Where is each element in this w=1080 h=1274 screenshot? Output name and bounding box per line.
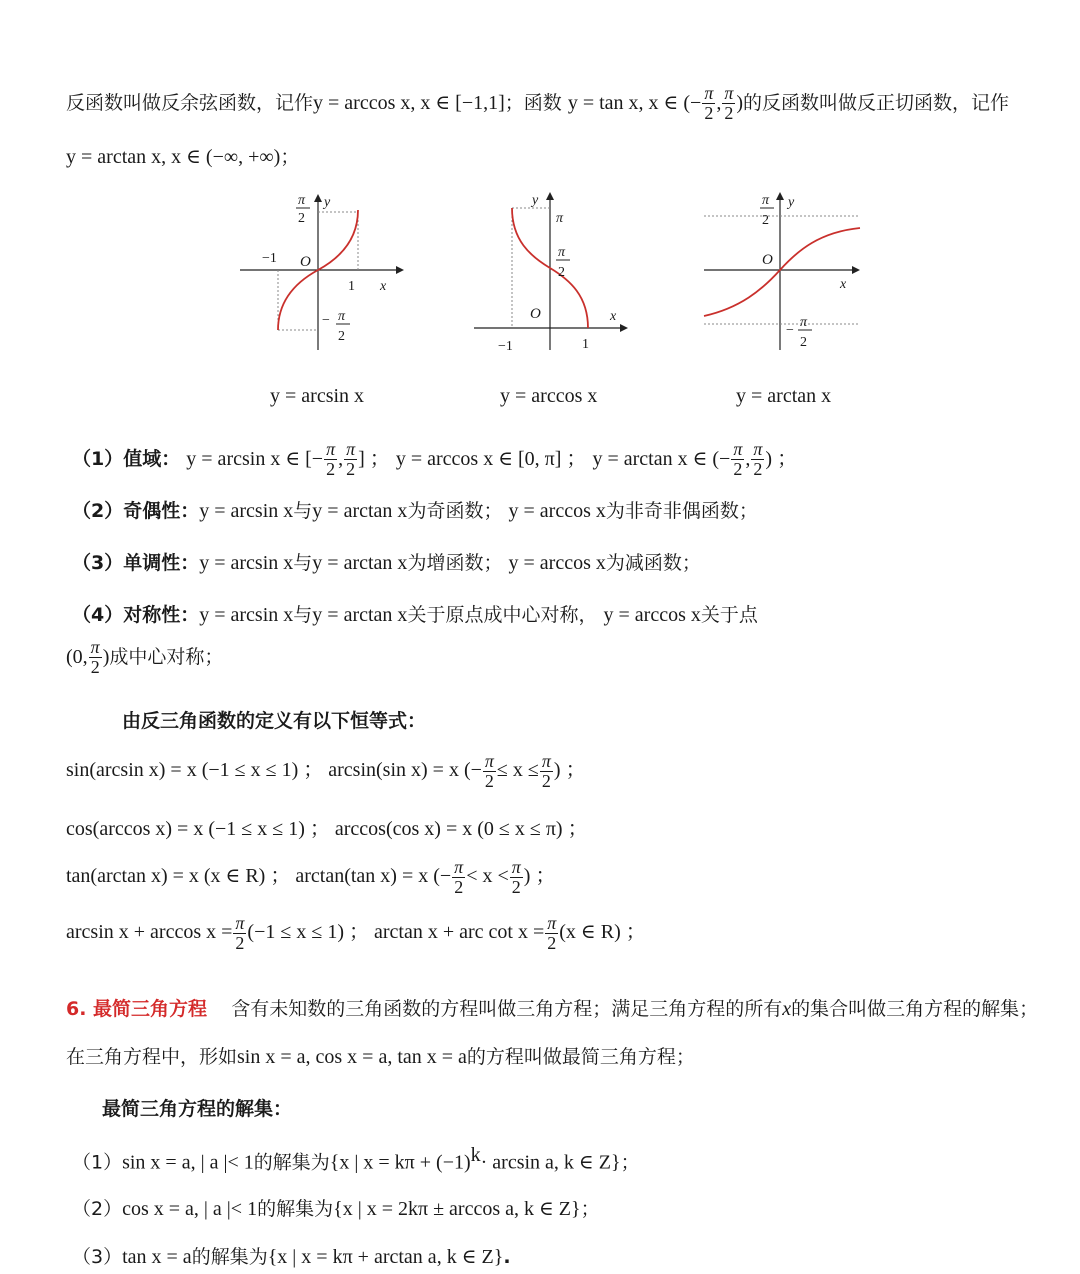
svg-text:−: − bbox=[322, 313, 330, 328]
identity-tan: tan(arctan x) = x (x ∈ R) ； arctan(tan x) = x (− $\frac{\pi}{2}$ < x < $\frac{\pi}{2}$ ) ； bbox=[66, 857, 556, 897]
identity-sin: sin(arcsin x) = x (−1 ≤ x ≤ 1) ； arcsin(sin x) = x (− $\frac{\pi}{2}$ ≤ x ≤ $\frac{\pi}{2}$ ) ； bbox=[66, 751, 586, 791]
svg-text:x: x bbox=[610, 309, 617, 324]
svg-text:π: π bbox=[558, 245, 566, 260]
intro-line-2: y = arctan x, x ∈ (−∞, +∞)； bbox=[66, 146, 300, 168]
svg-text:y: y bbox=[532, 193, 539, 208]
property-monotonic: （3）单调性：y = arcsin x与y = arctan x为增函数； y = arccos x为减函数； bbox=[72, 552, 701, 574]
identity-cos: cos(arccos x) = x (−1 ≤ x ≤ 1) ； arccos(cos x) = x (0 ≤ x ≤ π) ； bbox=[66, 818, 588, 840]
arccos-caption: y = arccos x bbox=[500, 385, 598, 407]
svg-text:y: y bbox=[324, 195, 331, 210]
pi-label: π bbox=[298, 193, 306, 208]
svg-text:x: x bbox=[840, 277, 847, 292]
section-6-title: 6. 最简三角方程 bbox=[66, 998, 208, 1020]
svg-text:π: π bbox=[762, 193, 770, 208]
minus-one-label: −1 bbox=[498, 339, 513, 354]
one-label: 1 bbox=[348, 279, 355, 294]
origin-label: O bbox=[300, 254, 311, 270]
svg-text:2: 2 bbox=[338, 329, 345, 344]
svg-text:2: 2 bbox=[558, 265, 565, 280]
solution-sin: （1）sin x = a, | a |< 1的解集为{x | $x = k\pi + (-1)^k\cdot \arcsin a$, k ∈ Z}； bbox=[72, 1144, 640, 1174]
arcsin-caption: y = arcsin x bbox=[270, 385, 365, 407]
one-label: 1 bbox=[582, 337, 589, 352]
svg-text:x: x bbox=[380, 279, 387, 294]
svg-text:y: y bbox=[788, 195, 795, 210]
svg-text:−: − bbox=[786, 323, 794, 338]
solution-tan: （3）tan x = a的解集为{x | x = kπ + arctan a, k ∈ Z}. bbox=[72, 1246, 511, 1268]
pi-label: π bbox=[556, 211, 564, 226]
solution-cos: （2）cos x = a, | a |< 1的解集为{x | x = 2kπ ± arccos a, k ∈ Z}； bbox=[72, 1198, 600, 1220]
property-parity: （2）奇偶性：y = arcsin x与y = arctan x为奇函数； y = arccos x为非奇非偶函数； bbox=[72, 500, 758, 522]
intro-line-1: 反函数叫做反余弦函数，记作y = arccos x, x ∈ [−1,1]；函数 y = tan x, x ∈ (− $\frac{\pi}{2}$ , $\frac{\pi}{2}$ )的反函数叫做反正切函数，记作 bbox=[66, 83, 1010, 123]
origin-label: O bbox=[530, 306, 541, 322]
arctan-caption: y = arctan x bbox=[736, 385, 832, 407]
property-symmetry: （4）对称性：y = arcsin x与y = arctan x关于原点成中心对称， y = arccos x关于点 bbox=[72, 604, 758, 626]
section-6-line-2: 在三角方程中，形如sin x = a, cos x = a, tan x = a的方程叫做最简三角方程； bbox=[66, 1046, 695, 1068]
property-symmetry-cont: (0, $\frac{\pi}{2}$ )成中心对称； bbox=[66, 637, 224, 677]
identities-heading: 由反三角函数的定义有以下恒等式： bbox=[122, 710, 427, 732]
solution-set-heading: 最简三角方程的解集： bbox=[102, 1098, 293, 1120]
fraction-pi-2: $\frac{\pi}{2}$ bbox=[704, 83, 714, 123]
arctan-curve bbox=[704, 228, 860, 316]
fraction-pi-2: $\frac{\pi}{2}$ bbox=[724, 83, 734, 123]
svg-text:2: 2 bbox=[800, 335, 807, 350]
property-range: （1）值域： y = arcsin x ∈ [− $\frac{\pi}{2}$ , $\frac{\pi}{2}$ ] ； y = arccos x ∈ [0, π] ； y = arctan x ∈ (− $\frac{\pi}{2}$ , $\frac{\pi}{2}$ ) ； bbox=[72, 439, 798, 479]
svg-text:2: 2 bbox=[762, 213, 769, 228]
svg-text:π: π bbox=[338, 309, 346, 324]
svg-text:2: 2 bbox=[298, 211, 305, 226]
origin-label: O bbox=[762, 252, 773, 268]
minus-one-label: −1 bbox=[262, 251, 277, 266]
section-6-line-1: 6. 最简三角方程 含有未知数的三角函数的方程叫做三角方程；满足三角方程的所有x的集合叫做三角方程的解集； bbox=[66, 998, 1039, 1020]
arcsin-graph bbox=[236, 190, 406, 360]
arccos-graph bbox=[470, 190, 640, 360]
identity-sum: arcsin x + arccos x = $\frac{\pi}{2}$ (−1 ≤ x ≤ 1) ； arctan x + arc cot x = $\frac{\pi}{2}$ (x ∈ R) ； bbox=[66, 913, 646, 953]
arctan-graph bbox=[700, 190, 870, 360]
svg-text:π: π bbox=[800, 315, 808, 330]
